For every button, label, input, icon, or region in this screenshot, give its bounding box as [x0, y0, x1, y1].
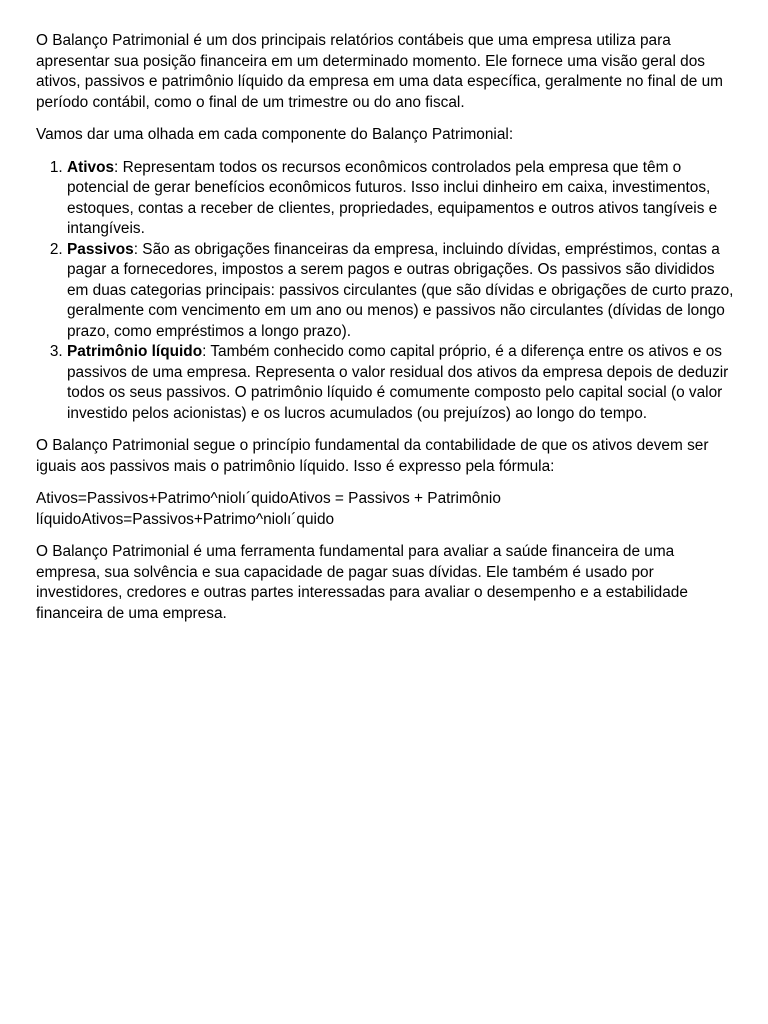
description-passivos: : São as obrigações financeiras da empresa, incluindo dívidas, empréstimos, contas a pagar a fornecedores, impostos a serem pagos e outras obrigações. Os passivos são divididos em duas categorias principais: passivos circulantes (que são dívidas e obrigações de curto prazo, geralmente com vencimento em um ano ou menos) e passivos não circulantes (dívidas de longo prazo, como empréstimos a longo prazo).: [67, 240, 734, 340]
formula-paragraph: Ativos=Passivos+Patrimo^niolı´quidoAtivos = Passivos + Patrimônio líquidoAtivos=Passivos+Patrimo^niolı´quido: [36, 490, 501, 528]
list-item-patrimonio-liquido: [67, 342, 736, 424]
list-item-passivos: [67, 240, 736, 343]
description-ativos: : Representam todos os recursos econômicos controlados pela empresa que têm o potencial de gerar benefícios econômicos futuros. Isso inclui dinheiro em caixa, investimentos, estoques, contas a receber de clientes, propriedades, equipamentos e outros ativos tangíveis e intangíveis.: [67, 158, 718, 237]
list-item-ativos: [67, 158, 736, 240]
description-patrimonio-liquido: : Também conhecido como capital próprio, é a diferença entre os ativos e os passivos de uma empresa. Representa o valor residual dos ativos da empresa depois de deduzir todos os seus passivos. O patrimônio líquido é comumente composto pelo capital social (o valor investido pelos acionistas) e os lucros acumulados (ou prejuízos) ao longo do tempo.: [67, 343, 729, 422]
term-passivos: Passivos: [67, 240, 134, 258]
lead-in-paragraph: Vamos dar uma olhada em cada componente do Balanço Patrimonial:: [36, 126, 514, 143]
principle-paragraph: O Balanço Patrimonial segue o princípio fundamental da contabilidade de que os ativos devem ser iguais aos passivos mais o patrimônio líquido. Isso é expresso pela fórmula:: [36, 437, 709, 475]
conclusion-paragraph: O Balanço Patrimonial é uma ferramenta fundamental para avaliar a saúde financeira de uma empresa, sua solvência e sua capacidade de pagar suas dívidas. Ele também é usado por investidores, credores e outras partes interessadas para avaliar o desempenho e a estabilidade financeira de uma empresa.: [36, 543, 688, 622]
term-ativos: Ativos: [67, 158, 115, 176]
document-body: [36, 31, 736, 636]
term-patrimonio-liquido: Patrimônio líquido: [67, 343, 203, 360]
components-list: [36, 158, 736, 425]
intro-paragraph: O Balanço Patrimonial é um dos principais relatórios contábeis que uma empresa utiliza para apresentar sua posição financeira em um determinado momento. Ele fornece uma visão geral dos ativos, passivos e patrimônio líquido da empresa em uma data específica, geralmente no final de um período contábil, como o final de um trimestre ou do ano fiscal.: [36, 32, 723, 111]
